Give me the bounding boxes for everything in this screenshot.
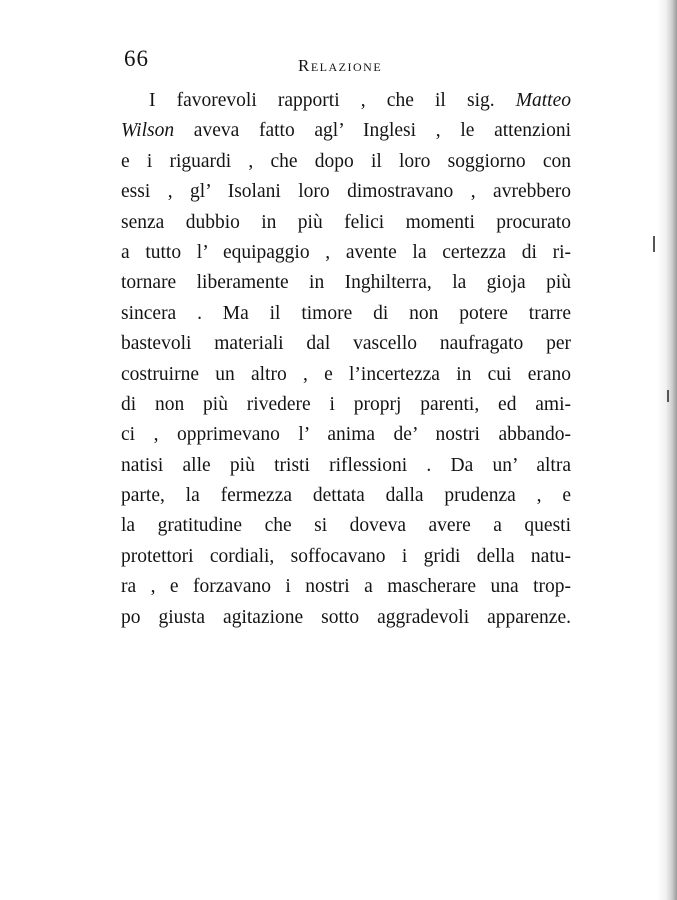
edge-mark [667,390,669,402]
text-line: senza dubbio in più felici momenti procurato [121,211,571,233]
text-line: a tutto l’ equipaggio , avente la certezza di ri- [121,241,571,263]
text-run: aveva fatto agl’ Inglesi , le attenzioni [174,120,571,142]
text-line: tornare liberamente in Inghilterra, la gioja più [121,272,571,294]
italic-name: Wilson [121,120,175,142]
text-line: ci , opprimevano l’ anima de’ nostri abbando- [121,424,571,446]
text-line [121,116,571,146]
running-head: Relazione [298,56,383,75]
text-line: la gratitudine che si doveva avere a questi [121,515,571,537]
text-line: protettori cordiali, soffocavano i gridi della natu- [121,545,571,567]
page-edge-shadow [657,0,677,900]
text-line: natisi alle più tristi riflessioni . Da un’ altra [121,454,571,476]
italic-name: Matteo [515,90,571,111]
text-line: po giusta agitazione sotto aggradevoli apparenze. [121,606,571,628]
text-line: di non più rivedere i proprj parenti, ed ami- [121,393,571,415]
text-line: sincera . Ma il timore di non potere trarre [121,302,571,324]
text-line [121,86,571,116]
text-line: bastevoli materiali dal vascello naufragato per [121,333,571,355]
text-line: ra , e forzavano i nostri a mascherare una trop- [121,576,571,598]
text-line: e i riguardi , che dopo il loro soggiorno con [121,150,571,172]
page-number: 66 [124,46,149,71]
text-run: I favorevoli rapporti , che il sig. [149,90,516,111]
body-text [121,86,571,633]
text-line: parte, la fermezza dettata dalla prudenza , e [121,485,571,507]
text-line: costruirne un altro , e l’incertezza in cui erano [121,363,571,385]
edge-mark [653,236,655,252]
text-line: essi , gl’ Isolani loro dimostravano , avrebbero [121,181,571,203]
